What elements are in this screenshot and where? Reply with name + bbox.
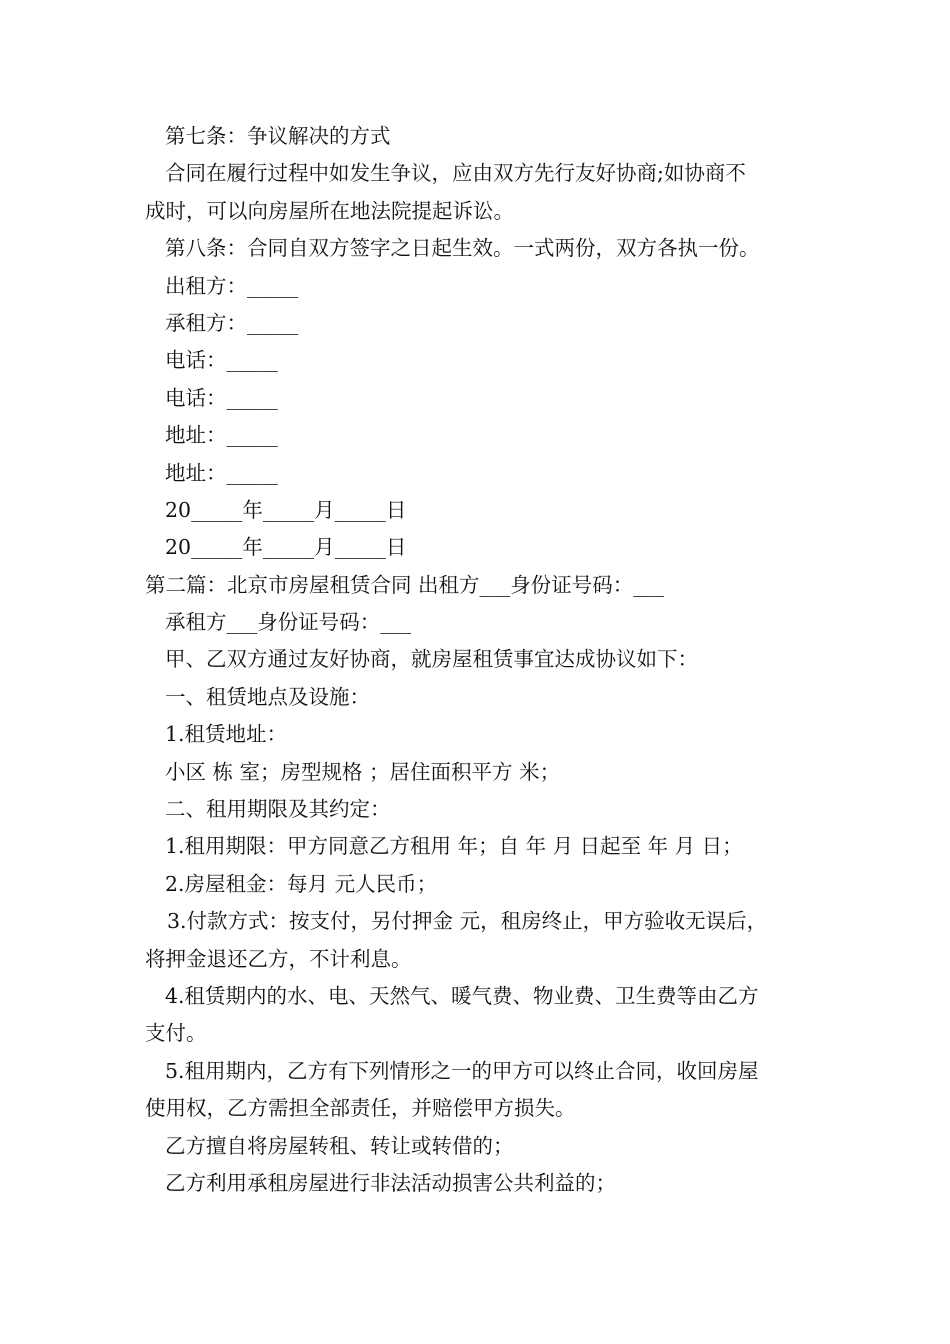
- list-item: 1.租用期限：甲方同意乙方租用 年；自 年 月 日起至 年 月 日；: [165, 834, 743, 859]
- date-field: 20_____年_____月_____日: [165, 535, 407, 560]
- list-item: 4.租赁期内的水、电、天然气、暖气费、物业费、卫生费等由乙方: [165, 983, 759, 1008]
- article-7-heading: 第七条：争议解决的方式: [165, 124, 391, 148]
- section-2-title-line: 第二篇：北京市房屋租赁合同 出租方___身份证号码：___: [145, 572, 665, 597]
- list-item: 3.付款方式：按支付，另付押金 元，租房终止，甲方验收无误后，: [167, 909, 768, 934]
- list-item: 2.房屋租金：每月 元人民币；: [165, 871, 438, 896]
- list-item: 1.租赁地址：: [165, 722, 288, 747]
- document-body: [145, 118, 815, 1202]
- paragraph-line: 乙方擅自将房屋转租、转让或转借的；: [165, 1133, 514, 1158]
- section-heading: 二、租用期限及其约定：: [165, 797, 391, 822]
- phone-field: 电话：_____: [165, 385, 278, 410]
- section-heading: 一、租赁地点及设施：: [165, 684, 370, 709]
- paragraph-line: 使用权，乙方需担全部责任，并赔偿甲方损失。: [145, 1096, 576, 1121]
- paragraph-line: 成时，可以向房屋所在地法院提起诉讼。: [145, 198, 514, 223]
- article-8-line: 第八条：合同自双方签字之日起生效。一式两份，双方各执一份。: [165, 236, 760, 261]
- paragraph-line: 小区 栋 室；房型规格 ；居住面积平方 米；: [165, 759, 561, 784]
- paragraph-line: 乙方利用承租房屋进行非法活动损害公共利益的；: [165, 1170, 616, 1195]
- list-item: 5.租用期内，乙方有下列情形之一的甲方可以终止合同，收回房屋: [165, 1058, 759, 1083]
- paragraph-line: 合同在履行过程中如发生争议，应由双方先行友好协商;如协商不: [165, 161, 746, 186]
- address-field: 地址：_____: [165, 460, 278, 485]
- lessor-field: 出租方：_____: [165, 273, 299, 298]
- lessee-field: 承租方：_____: [165, 310, 299, 335]
- paragraph-line: 将押金退还乙方，不计利息。: [145, 946, 412, 971]
- address-field: 地址：_____: [165, 423, 278, 448]
- paragraph-line: 支付。: [145, 1021, 207, 1046]
- paragraph-line: 甲、乙双方通过友好协商，就房屋租赁事宜达成协议如下：: [165, 647, 698, 672]
- phone-field: 电话：_____: [165, 348, 278, 373]
- lessee-id-field: 承租方___身份证号码：___: [165, 610, 411, 635]
- date-field: 20_____年_____月_____日: [165, 497, 407, 522]
